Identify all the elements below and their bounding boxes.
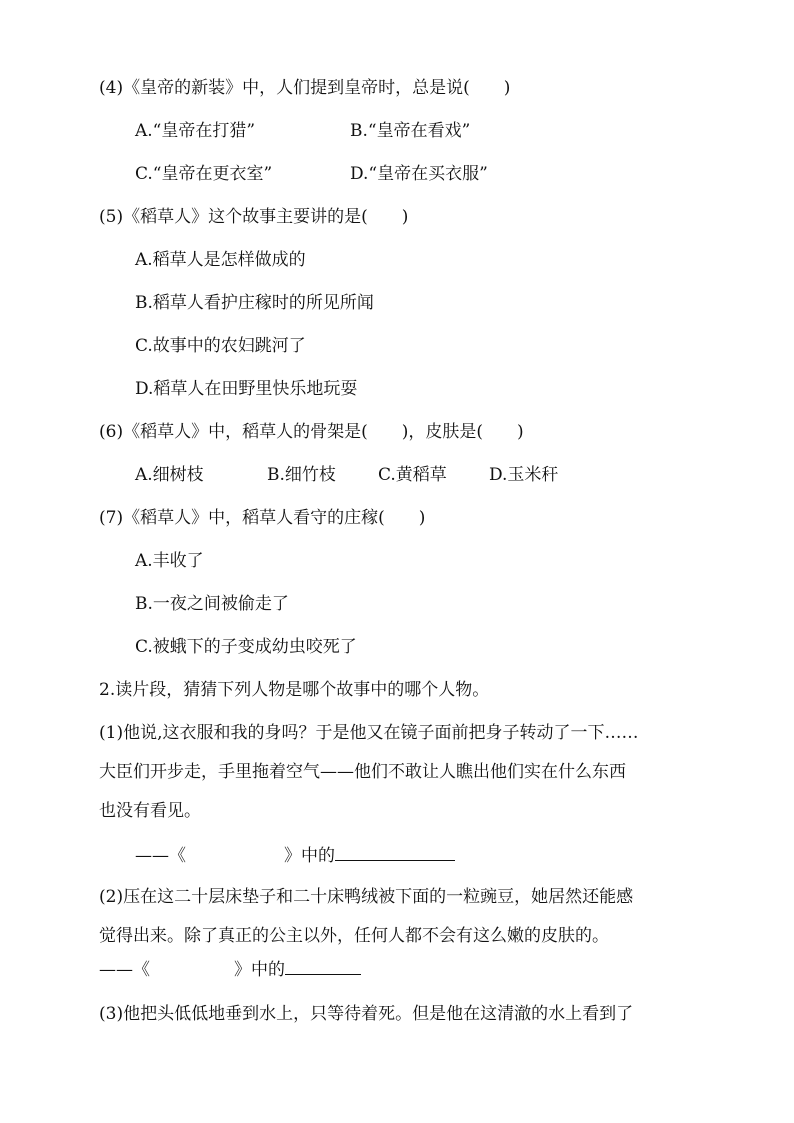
q4-option-b: B.“皇帝在看戏”	[350, 121, 471, 141]
q5-option-d: D.稻草人在田野里快乐地玩耍	[135, 379, 358, 399]
q7-option-a: A.丰收了	[135, 551, 204, 571]
s2-passage-1-line-2: 大臣们开步走，手里拖着空气——他们不敢让人瞧出他们实在什么东西	[99, 762, 626, 782]
q7-stem: (7)《稻草人》中，稻草人看守的庄稼( )	[99, 508, 426, 528]
q6-stem	[99, 420, 524, 444]
q5-stem: (5)《稻草人》这个故事主要讲的是( )	[99, 207, 409, 227]
q6-option-c: C.黄稻草	[378, 465, 447, 485]
q6-stem-part-a: (6)《稻草人》中，稻草人的骨架是( )，	[99, 422, 426, 442]
q4-option-c: C.“皇帝在更衣室”	[135, 164, 273, 184]
q4-option-d: D.“皇帝在买衣服”	[350, 164, 488, 184]
q6-option-d: D.玉米秆	[489, 465, 559, 485]
s2-passage-3-line-1: (3)他把头低低地垂到水上，只等待着死。但是他在这清澈的水上看到了	[99, 1004, 634, 1024]
answer-mid: 》中的	[284, 846, 335, 866]
q6-stem-part-b: 皮肤是( )	[425, 422, 524, 442]
q5-option-c: C.故事中的农妇跳河了	[135, 336, 306, 356]
character-answer-blank[interactable]	[335, 842, 455, 861]
s2-passage-1-line-1: (1)他说,这衣服和我的身吗？于是他又在镜子面前把身子转动了一下……	[99, 723, 639, 743]
q7-option-b: B.一夜之间被偷走了	[135, 594, 289, 614]
s2-passage-1-answer	[135, 842, 455, 868]
q7-option-c: C.被蛾下的子变成幼虫咬死了	[135, 637, 357, 657]
q6-option-b: B.细竹枝	[267, 465, 336, 485]
s2-passage-2-line-2: 觉得出来。除了真正的公主以外，任何人都不会有这么嫩的皮肤的。	[99, 926, 609, 946]
q5-option-a: A.稻草人是怎样做成的	[135, 250, 306, 270]
s2-passage-2-answer	[99, 956, 361, 982]
q4-option-a: A.“皇帝在打猎”	[135, 121, 256, 141]
answer-prefix: ——《	[135, 846, 186, 866]
answer-prefix: ——《	[99, 960, 150, 980]
s2-passage-2-line-1: (2)压在这二十层床垫子和二十床鸭绒被下面的一粒豌豆，她居然还能感	[99, 887, 634, 907]
character-answer-blank[interactable]	[285, 956, 361, 975]
s2-passage-1-line-3: 也没有看见。	[99, 801, 201, 821]
q4-stem: (4)《皇帝的新装》中，人们提到皇帝时，总是说( )	[99, 78, 511, 98]
section-2-title: 2.读片段，猜猜下列人物是哪个故事中的哪个人物。	[99, 680, 490, 700]
q6-option-a: A.细树枝	[135, 465, 204, 485]
q5-option-b: B.稻草人看护庄稼时的所见所闻	[135, 293, 374, 313]
answer-mid: 》中的	[234, 960, 285, 980]
